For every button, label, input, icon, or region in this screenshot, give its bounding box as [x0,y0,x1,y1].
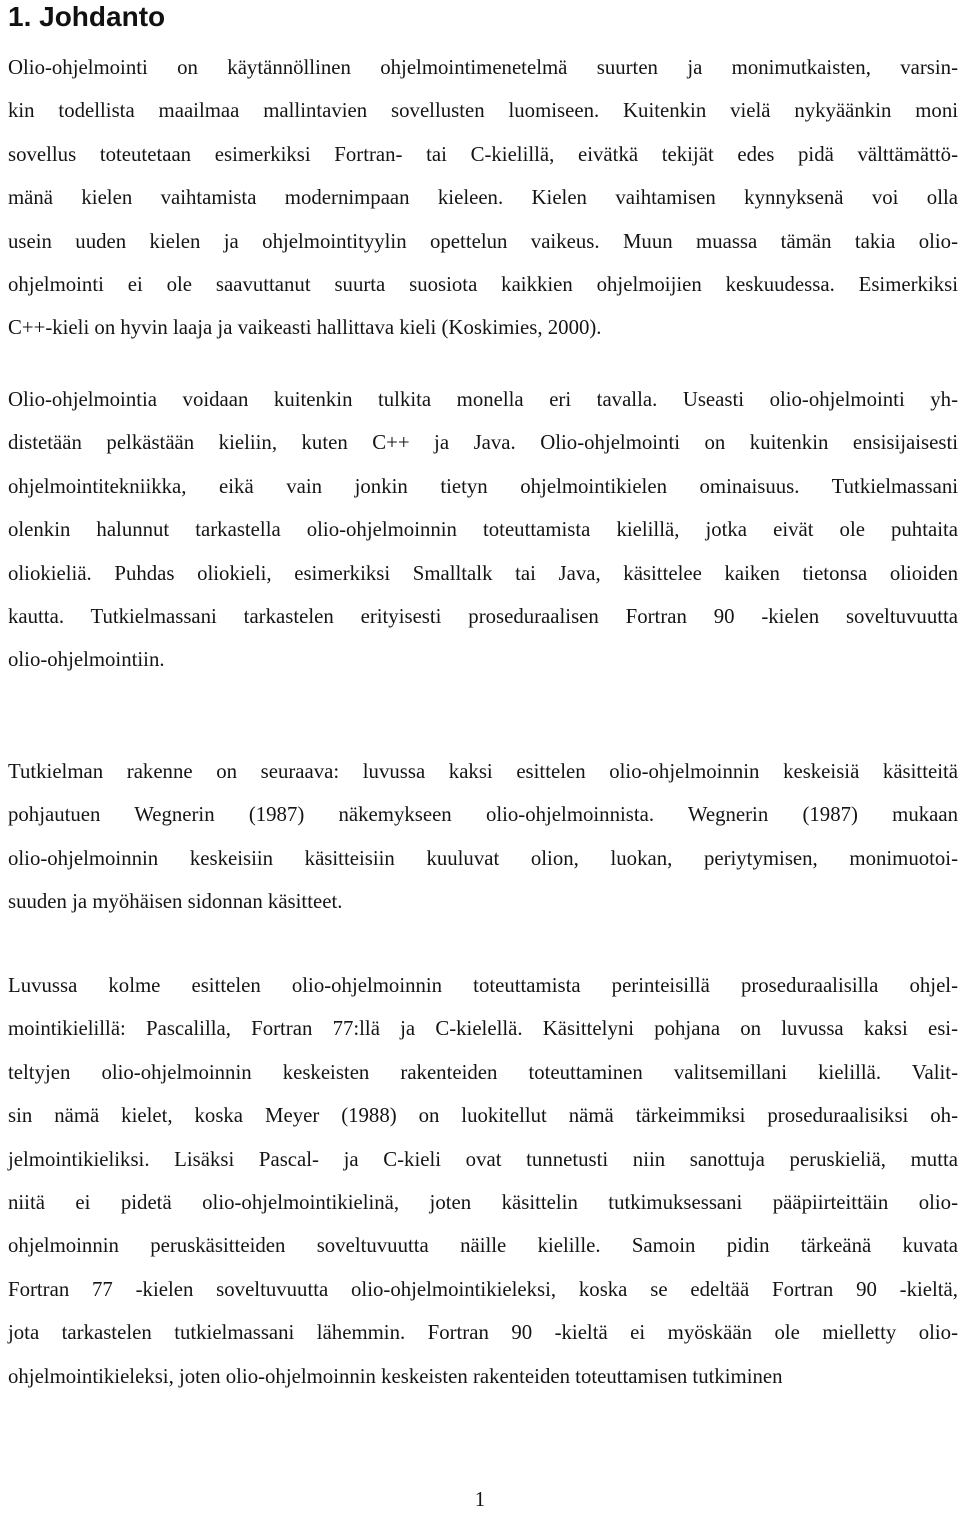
paragraph-structure [8,750,958,924]
paragraph-interpretation [8,378,958,682]
text-line: Fortran 77 -kielen soveltuvuutta olio-ohjelmointikieleksi, koska se edeltää Fortran 90 -kieltä, [8,1277,958,1301]
text-line: sovellus toteutetaan esimerkiksi Fortran- tai C-kielillä, eivätkä tekijät edes pidä välttämättö- [8,142,958,166]
text-line: olenkin halunnut tarkastella olio-ohjelmoinnin toteuttamista kielillä, jotka eivät ole puhtaita [8,518,958,542]
text-line: kin todellista maailmaa mallintavien sovellusten luomiseen. Kuitenkin vielä nykyäänkin moni [8,99,958,123]
paragraph-intro [8,46,958,350]
text-line: sin nämä kielet, koska Meyer (1988) on luokitellut nämä tärkeimmiksi proseduraalisiksi oh- [8,1104,958,1128]
text-line: olio-ohjelmoinnin keskeisiin käsitteisiin kuuluvat olion, luokan, periytymisen, monimuotoi- [8,846,958,870]
text-line: ohjelmointi ei ole saavuttanut suurta suosiota kaikkien ohjelmoijien keskuudessa. Esimerkiksi [8,273,958,297]
text-line: ohjelmointikieleksi, joten olio-ohjelmoinnin keskeisten rakenteiden toteuttamisen tutkiminen [8,1364,783,1388]
paragraph-chapter-three [8,964,958,1398]
text-line: Tutkielman rakenne on seuraava: luvussa kaksi esittelen olio-ohjelmoinnin keskeisiä käsitteitä [8,760,958,783]
text-line: usein uuden kielen ja ohjelmointityylin opettelun vaikeus. Muun muassa tämän takia olio- [8,229,958,253]
text-line: olio-ohjelmointiin. [8,648,165,672]
text-line: ohjelmointitekniikka, eikä vain jonkin tietyn ohjelmointikielen ominaisuus. Tutkielmassani [8,474,958,498]
text-line: oliokieliä. Puhdas oliokieli, esimerkiksi Smalltalk tai Java, käsittelee kaiken tietonsa olioiden [8,561,958,585]
text-line: mänä kielen vaihtamista modernimpaan kieleen. Kielen vaihtamisen kynnyksenä voi olla [8,186,958,210]
text-line: kautta. Tutkielmassani tarkastelen erityisesti proseduraalisen Fortran 90 -kielen soveltuvuutta [8,605,958,629]
text-line: C++-kieli on hyvin laaja ja vaikeasti hallittava kieli (Koskimies, 2000). [8,316,602,340]
text-line: pohjautuen Wegnerin (1987) näkemykseen olio-ohjelmoinnista. Wegnerin (1987) mukaan [8,803,958,827]
text-line: Luvussa kolme esittelen olio-ohjelmoinnin toteuttamista perinteisillä proseduraalisilla ohjel- [8,974,958,997]
text-line: suuden ja myöhäisen sidonnan käsitteet. [8,890,343,914]
page-number: 1 [474,1488,486,1511]
text-line: distetään pelkästään kieliin, kuten C++ ja Java. Olio-ohjelmointi on kuitenkin ensisijaisesti [8,431,958,455]
section-heading: 1. Johdanto [8,1,166,32]
text-line: jelmointikieliksi. Lisäksi Pascal- ja C-kieli ovat tunnetusti niin sanottuja peruskieliä, mutta [8,1147,958,1171]
text-line: niitä ei pidetä olio-ohjelmointikielinä, joten käsittelin tutkimuksessani pääpiirteittäin olio- [8,1191,958,1215]
text-line: mointikielillä: Pascalilla, Fortran 77:llä ja C-kielellä. Käsittelyni pohjana on luvussa kaksi esi- [8,1017,958,1041]
text-line: ohjelmoinnin peruskäsitteiden soveltuvuutta näille kielille. Samoin pidin tärkeänä kuvata [8,1234,958,1258]
text-line: Olio-ohjelmointia voidaan kuitenkin tulkita monella eri tavalla. Useasti olio-ohjelmointi yh- [8,388,958,411]
text-line: Olio-ohjelmointi on käytännöllinen ohjelmointimenetelmä suurten ja monimutkaisten, varsin- [8,56,958,79]
text-line: teltyjen olio-ohjelmoinnin keskeisten rakenteiden toteuttaminen valitsemillani kielillä. Valit- [8,1060,958,1084]
text-line: jota tarkastelen tutkielmassani lähemmin. Fortran 90 -kieltä ei myöskään ole mielletty olio- [8,1321,958,1345]
